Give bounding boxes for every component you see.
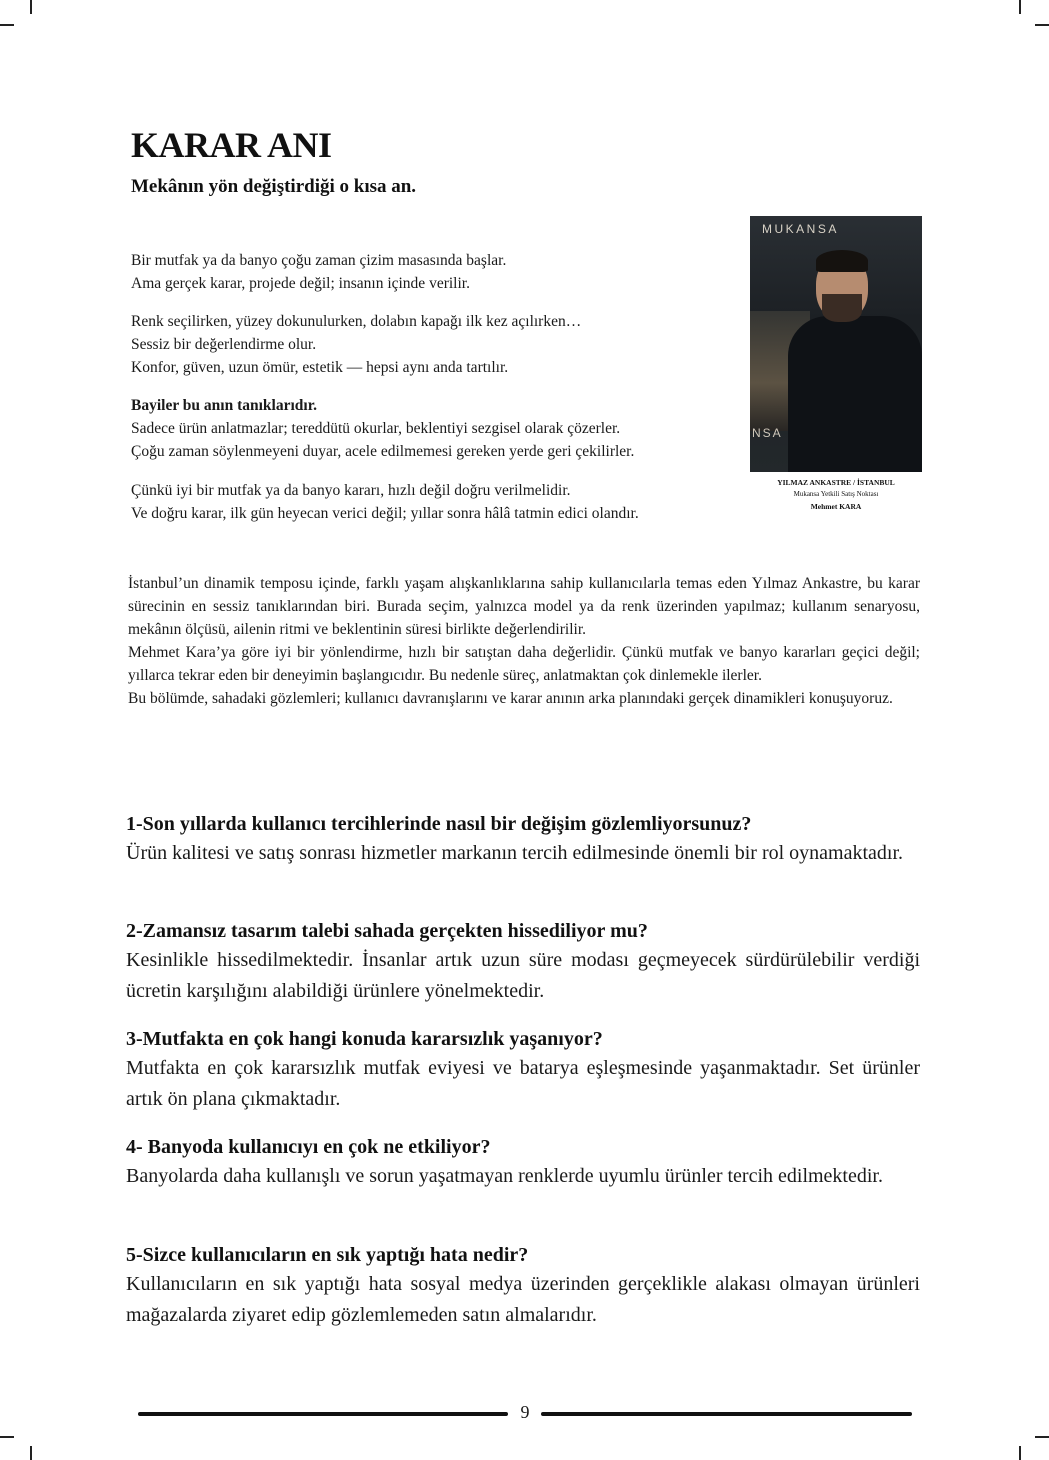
intro-line: Sessiz bir değerlendirme olur. xyxy=(131,336,317,353)
intro-line: Konfor, güven, uzun ömür, estetik — hepsi aynı anda tartılır. xyxy=(131,359,509,376)
intro-stanza-4 xyxy=(131,479,731,525)
photo-caption-role: Mukansa Yetkili Satış Noktası xyxy=(793,490,879,498)
body-text-1: İstanbul’un dinamik temposu içinde, farklı yaşam alışkanlıklarına sahip kullanıcılarla temas eden Yılmaz Ankastre, bu karar sürecinin en sessiz tanıklarından biri. Burada seçim, yalnızca model ya da renk üzerinden yapılmaz; kullanım senaryosu, mekânın ölçüsü, ailenin ritmi ve beklentinin süresi birlikte değerlendirilir. xyxy=(128,575,920,638)
crop-mark xyxy=(1019,0,1021,14)
crop-mark xyxy=(0,1436,14,1438)
intro-stanza-3 xyxy=(131,394,731,463)
person-body xyxy=(788,316,922,472)
question: 3-Mutfakta en çok hangi konuda kararsızlık yaşanıyor? xyxy=(126,1028,603,1050)
footer-rule-right xyxy=(541,1412,912,1416)
intro-heading: Bayiler bu anın tanıklarıdır. xyxy=(131,397,318,414)
answer: Mutfakta en çok kararsızlık mutfak eviyesi ve batarya eşleşmesinde yaşanmaktadır. Set ürünler artık ön plana çıkmaktadır. xyxy=(126,1057,920,1110)
intro-line: Bir mutfak ya da banyo çoğu zaman çizim masasında başlar. xyxy=(131,252,507,269)
intro-line: Çoğu zaman söylenmeyeni duyar, acele edilmemesi gereken yerde geri çekilirler. xyxy=(131,443,635,460)
brand-logo-bottom: NSA xyxy=(752,426,783,440)
crop-mark xyxy=(1019,1446,1021,1460)
crop-mark xyxy=(30,0,32,14)
crop-mark xyxy=(1035,24,1049,26)
brand-logo-top: MUKANSA xyxy=(762,222,839,236)
intro-line: Ve doğru karar, ilk gün heyecan verici değil; yıllar sonra hâlâ tatmin edici olandır. xyxy=(131,505,639,522)
question: 1-Son yıllarda kullanıcı tercihlerinde nasıl bir değişim gözlemliyorsunuz? xyxy=(126,813,752,835)
question: 4- Banyoda kullanıcıyı en çok ne etkiliyor? xyxy=(126,1136,491,1158)
photo-caption-company: YILMAZ ANKASTRE / İSTANBUL xyxy=(777,478,895,487)
person-beard xyxy=(822,294,862,322)
footer-rule-left xyxy=(138,1412,508,1416)
question: 5-Sizce kullanıcıların en sık yaptığı hata nedir? xyxy=(126,1244,529,1266)
page-subtitle: Mekânın yön değiştirdiği o kısa an. xyxy=(131,176,417,197)
qa-item-5 xyxy=(126,1241,920,1331)
qa-item-3 xyxy=(126,1025,920,1115)
crop-mark xyxy=(30,1446,32,1460)
page-number: 9 xyxy=(520,1402,530,1422)
body-text-2: Mehmet Kara’ya göre iyi bir yönlendirme, hızlı bir satıştan daha değerlidir. Çünkü mutfak ve banyo kararları geçici değil; yıllarca tekrar eden bir deneyimin başlangıcıdır. Bu nedenle süreç, anlatmaktan çok dinlemekle ilerler. xyxy=(128,644,920,684)
body-paragraph xyxy=(128,572,920,710)
photo-caption-name: Mehmet KARA xyxy=(810,502,862,511)
intro-line: Renk seçilirken, yüzey dokunulurken, dolabın kapağı ilk kez açılırken… xyxy=(131,313,582,330)
intro-stanza-2 xyxy=(131,310,731,379)
portrait-photo xyxy=(750,216,922,472)
answer: Banyolarda daha kullanışlı ve sorun yaşatmayan renklerde uyumlu ürünler tercih edilmektedir. xyxy=(126,1165,883,1187)
body-text-3: Bu bölümde, sahadaki gözlemleri; kullanıcı davranışlarını ve karar anının arka planındaki gerçek dinamikleri konuşuyoruz. xyxy=(128,690,893,707)
answer: Ürün kalitesi ve satış sonrası hizmetler markanın tercih edilmesinde önemli bir rol oynamaktadır. xyxy=(126,842,904,864)
page-title: KARAR ANI xyxy=(131,125,332,165)
qa-item-1 xyxy=(126,810,920,869)
intro-line: Çünkü iyi bir mutfak ya da banyo kararı, hızlı değil doğru verilmelidir. xyxy=(131,482,571,499)
intro-line: Ama gerçek karar, projede değil; insanın içinde verilir. xyxy=(131,275,470,292)
qa-item-4 xyxy=(126,1133,920,1192)
crop-mark xyxy=(1035,1436,1049,1438)
intro-line: Sadece ürün anlatmazlar; tereddütü okurlar, beklentiyi sezgisel olarak çözerler. xyxy=(131,420,621,437)
person-hair xyxy=(816,250,868,272)
answer: Kullanıcıların en sık yaptığı hata sosyal medya üzerinden gerçeklikle alakası olmayan ürünleri mağazalarda ziyaret edip gözlemlemeden satın almalarıdır. xyxy=(126,1273,920,1326)
qa-item-2 xyxy=(126,917,920,1007)
question: 2-Zamansız tasarım talebi sahada gerçekten hissediliyor mu? xyxy=(126,920,648,942)
answer: Kesinlikle hissedilmektedir. İnsanlar artık uzun süre modası geçmeyecek sürdürülebilir verdiği ücretin karşılığını alabildiği ürünlere yönelmektedir. xyxy=(126,949,920,1002)
intro-stanza-1 xyxy=(131,249,731,295)
crop-mark xyxy=(0,24,14,26)
